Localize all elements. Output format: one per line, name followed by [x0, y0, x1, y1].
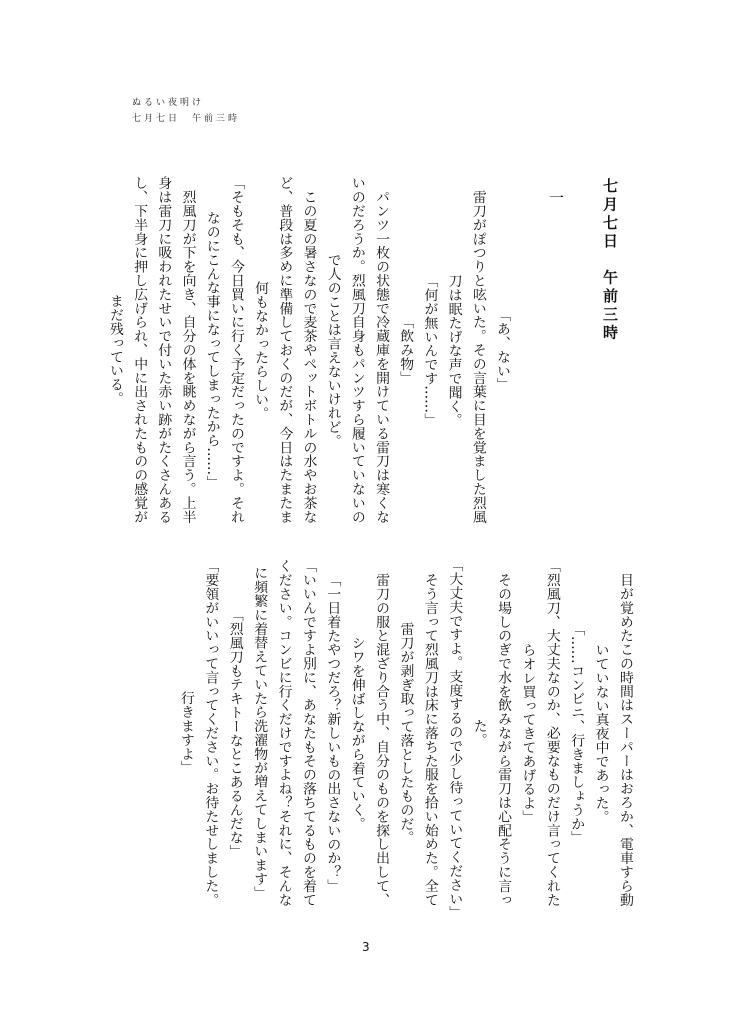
- body-text-lower: [174, 558, 637, 920]
- text-line: 「そもそも、今日買いに行く予定だったのですよ。それ: [227, 176, 244, 524]
- running-header-book-title: ぬるい夜明け: [132, 98, 205, 108]
- text-line: 雷刀がぽつりと呟いた。その言葉に目を覚ました烈風: [469, 176, 486, 524]
- text-line: この夏の暑さなので麦茶やペットボトルの水やお茶な: [300, 176, 317, 524]
- text-line: 何もなかったらしい。: [252, 280, 269, 420]
- text-line: 目が覚めたこの時間はスーパーはおろか、電車すら動: [617, 559, 633, 907]
- text-line: 雷刀が剥ぎ取って落としたものだ。: [397, 621, 414, 845]
- text-line: まだ残っている。: [107, 294, 123, 406]
- text-line: らオレ買ってきてあげるよ」: [519, 642, 536, 824]
- body-text-upper: [103, 175, 514, 525]
- text-line: いていない真夜中であった。: [592, 642, 609, 824]
- text-line: シワを伸ばしながら着ていく。: [348, 635, 365, 831]
- text-line: 「いいんですよ別に、あなたもその落ちてるものを着て: [299, 559, 316, 907]
- section-number: 一: [547, 190, 565, 205]
- text-line: そう言って烈風刀は床に落ちた服を拾い始めた。全て: [421, 559, 438, 907]
- text-line: 「一日着たやつだろ？新しいもの出さないのか？」: [324, 573, 341, 893]
- text-line: いのだろうか。烈風刀自身もパンツすら履いていないの: [348, 176, 365, 524]
- text-line: で人のことは言えないけれど。: [324, 252, 341, 448]
- text-line: ください。コンビに行くだけですよね？それに、そんな: [275, 559, 292, 907]
- text-line: 「大丈夫ですよ。支度するので少し待っていてください」: [446, 558, 463, 920]
- text-line: パンツ一枚の状態で冷蔵庫を開けている雷刀は寒くな: [373, 176, 390, 524]
- chapter-title: 七月七日 午前三時: [601, 178, 619, 343]
- text-line: 「あ、ない」: [494, 308, 510, 392]
- text-line: 雷刀の服と混ざり合う中、自分のものを探し出して、: [373, 559, 390, 907]
- text-line: 「飲み物」: [397, 315, 414, 385]
- running-header-chapter: 七月七日 午前三時: [132, 114, 241, 124]
- text-line: ど、普段は多めに準備しておくのだが、今日はたまたま: [276, 176, 293, 524]
- text-line: なのにこんな事になってしまったから……」: [203, 211, 220, 489]
- text-line: 烈風刀が下を向き、自分の体を眺めながら言う。上半: [179, 176, 196, 524]
- text-line: 「烈風刀もテキトーなとこあるんだな」: [226, 607, 243, 859]
- text-line: その場しのぎで水を飲みながら雷刀は心配そうに言っ: [495, 559, 512, 907]
- text-line: 行きますよ」: [177, 691, 194, 775]
- page-number: 3: [362, 940, 370, 954]
- text-line: 「……コンビニ、行きましょうか」: [568, 621, 585, 845]
- text-line: 身は雷刀に吸われたせいで付いた赤い跡がたくさんある: [155, 176, 172, 524]
- text-line: 「何が無いんです……」: [421, 273, 438, 427]
- text-line: に頻繁に着替えていたら洗濯物が増えてしまいます」: [251, 566, 268, 900]
- text-line: た。: [470, 719, 487, 747]
- text-line: 「要領がいいって言ってください。お待たせしました。: [202, 559, 219, 907]
- text-line: 刀は眠たげな声で聞く。: [445, 273, 462, 427]
- text-line: 「烈風刀、大丈夫なのか、必要なものだけ言ってくれた: [543, 559, 560, 907]
- text-line: し、下半身に押し広げられ、中に出されたものの感覚が: [131, 176, 148, 524]
